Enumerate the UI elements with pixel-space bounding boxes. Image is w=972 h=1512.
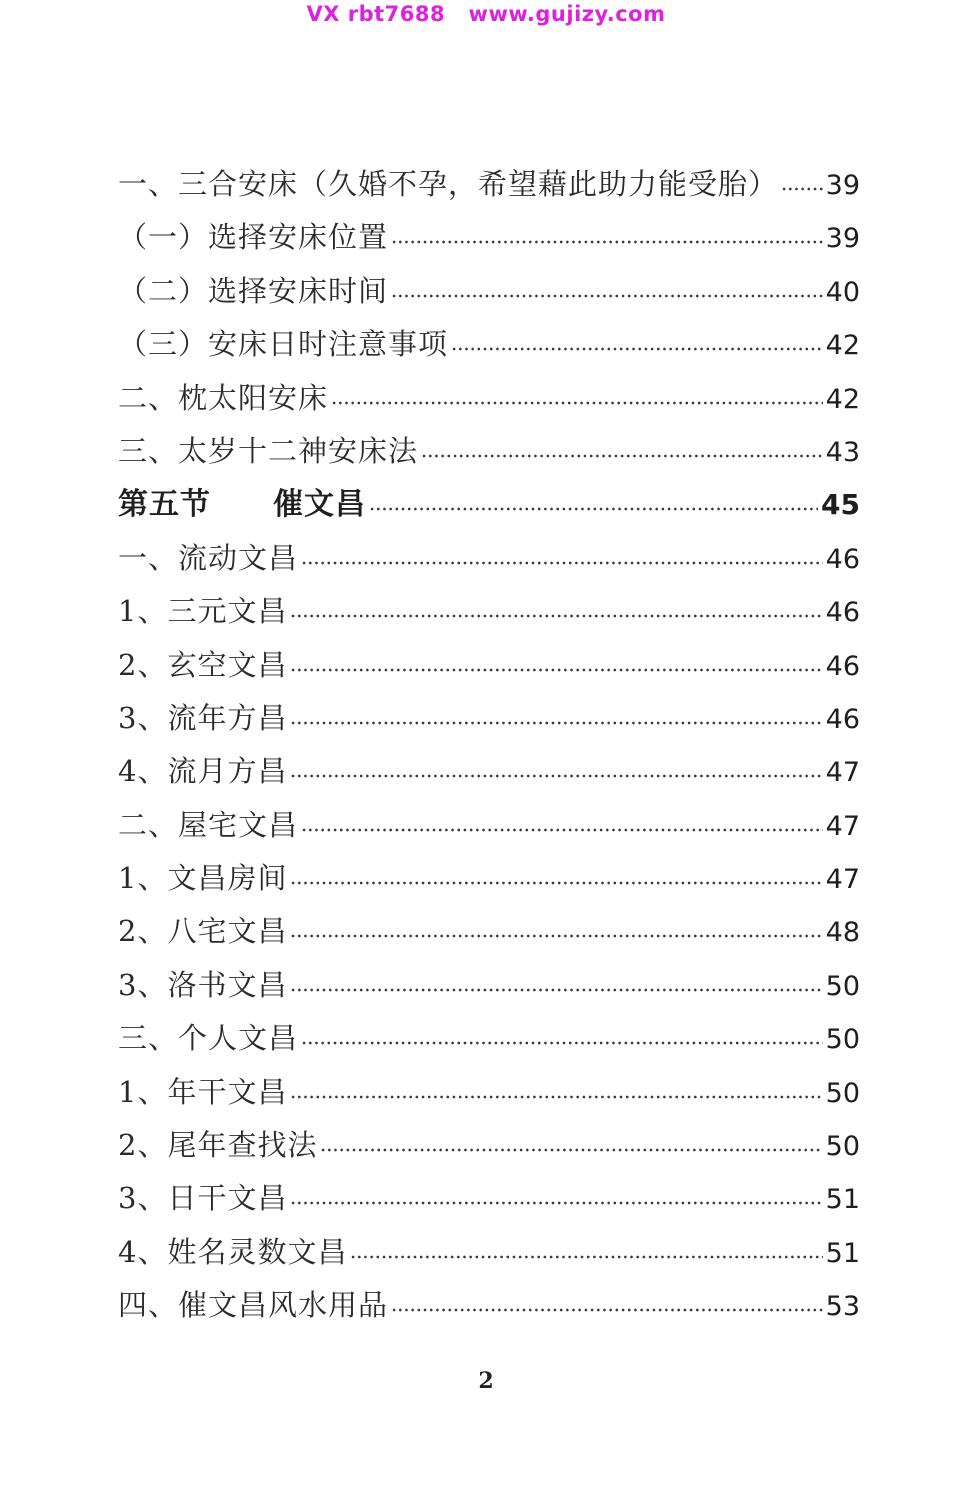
toc-leader-dots: [290, 933, 822, 939]
toc-entry-title: 一、流动文昌: [118, 540, 299, 575]
toc-section-title: 第五节 催文昌: [118, 487, 366, 523]
toc-entry[interactable]: [118, 1012, 860, 1065]
toc-leader-dots: [290, 1200, 822, 1206]
toc-entry-page: 46: [825, 703, 860, 735]
toc-entry-page: 42: [825, 330, 860, 362]
toc-entry[interactable]: [118, 1226, 860, 1279]
toc-section-heading[interactable]: [118, 478, 860, 531]
toc-entry-title: 2、八宅文昌: [118, 914, 288, 949]
toc-entry-page: 46: [825, 650, 860, 682]
toc-leader-dots: [391, 1307, 823, 1313]
toc-entry-title: 二、枕太阳安床: [118, 380, 329, 415]
toc-entry[interactable]: [118, 905, 860, 958]
toc-entry-page: 50: [825, 1077, 860, 1109]
toc-entry-title: 一、三合安床（久婚不孕，希望藉此助力能受胎）: [118, 167, 779, 201]
toc-leader-dots: [301, 1040, 823, 1046]
toc-leader-dots: [391, 293, 823, 299]
toc-entry-title: （三）安床日时注意事项: [118, 327, 449, 362]
toc-leader-dots: [290, 720, 822, 726]
toc-entry-title: 4、姓名灵数文昌: [118, 1234, 348, 1269]
toc-leader-dots: [781, 186, 823, 192]
toc-entry[interactable]: [118, 265, 860, 318]
toc-entry[interactable]: [118, 692, 860, 745]
toc-entry-page: 39: [825, 223, 860, 255]
toc-entry-page: 46: [825, 597, 860, 629]
toc-entry-page: 47: [825, 864, 860, 896]
toc-leader-dots: [301, 827, 823, 833]
toc-leader-dots: [391, 239, 823, 245]
toc-entry-title: 四、催文昌风水用品: [118, 1288, 389, 1323]
toc-entry-page: 48: [825, 917, 860, 949]
toc-entry[interactable]: [118, 1066, 860, 1119]
toc-leader-dots: [301, 560, 823, 566]
toc-leader-dots: [290, 773, 822, 779]
toc-entry-title: 三、个人文昌: [118, 1021, 299, 1056]
toc-leader-dots: [290, 613, 822, 619]
toc-leader-dots: [421, 453, 823, 459]
toc-entry[interactable]: [118, 318, 860, 371]
toc-entry-title: 1、三元文昌: [118, 594, 288, 629]
toc-leader-dots: [369, 506, 818, 512]
toc-entry-title: 3、日干文昌: [118, 1181, 288, 1216]
toc-leader-dots: [290, 1094, 822, 1100]
toc-entry-title: 2、玄空文昌: [118, 647, 288, 682]
toc-entry[interactable]: [118, 1119, 860, 1172]
toc-entry[interactable]: [118, 745, 860, 798]
toc-entry-page: 50: [825, 1131, 860, 1163]
page-number: 2: [478, 1368, 494, 1394]
toc-entry-page: 51: [825, 1184, 860, 1216]
toc-entry-page: 53: [825, 1291, 860, 1323]
toc-entry[interactable]: [118, 425, 860, 478]
toc-entry[interactable]: [118, 799, 860, 852]
watermark-text: VX rbt7688 www.gujizy.com: [306, 2, 666, 26]
toc-entry-page: 40: [825, 276, 860, 308]
toc-entry-title: 3、流年方昌: [118, 700, 288, 735]
toc-entry-page: 47: [825, 757, 860, 789]
toc-leader-dots: [350, 1254, 822, 1260]
toc-entry-page: 42: [825, 383, 860, 415]
toc-entry-title: 二、屋宅文昌: [118, 807, 299, 842]
toc-leader-dots: [290, 987, 822, 993]
toc-entry-title: 4、流月方昌: [118, 754, 288, 789]
toc-leader-dots: [451, 346, 823, 352]
toc-entry-title: 3、洛书文昌: [118, 967, 288, 1002]
toc-entry-page: 47: [825, 810, 860, 842]
toc-entry-title: （二）选择安床时间: [118, 273, 389, 308]
toc-entry[interactable]: [118, 372, 860, 425]
toc-entry-page: 39: [825, 170, 860, 201]
toc-entry-page: 43: [825, 436, 860, 468]
toc-entry[interactable]: [118, 639, 860, 692]
toc-entry-page: 51: [825, 1237, 860, 1269]
toc-entry-page: 50: [825, 970, 860, 1002]
toc-leader-dots: [331, 400, 823, 406]
toc-entry[interactable]: [118, 158, 860, 211]
toc-entry-page: 46: [825, 543, 860, 575]
toc-entry-title: 1、文昌房间: [118, 861, 288, 896]
toc-leader-dots: [290, 880, 822, 886]
toc-entry[interactable]: [118, 1172, 860, 1225]
toc-entry-title: 三、太岁十二神安床法: [118, 433, 419, 468]
toc-entry[interactable]: [118, 852, 860, 905]
toc-entry-title: （一）选择安床位置: [118, 220, 389, 255]
toc-entry[interactable]: [118, 959, 860, 1012]
toc-leader-dots: [320, 1147, 822, 1153]
toc-section-page: 45: [821, 488, 860, 522]
toc-entry-title: 2、尾年查找法: [118, 1128, 318, 1163]
toc-entry-page: 50: [825, 1024, 860, 1056]
toc-entry[interactable]: [118, 1279, 860, 1332]
toc-entry[interactable]: [118, 585, 860, 638]
toc-entry[interactable]: [118, 211, 860, 264]
table-of-contents: [118, 158, 860, 1333]
toc-entry-title: 1、年干文昌: [118, 1074, 288, 1109]
toc-leader-dots: [290, 667, 822, 673]
toc-entry[interactable]: [118, 532, 860, 585]
